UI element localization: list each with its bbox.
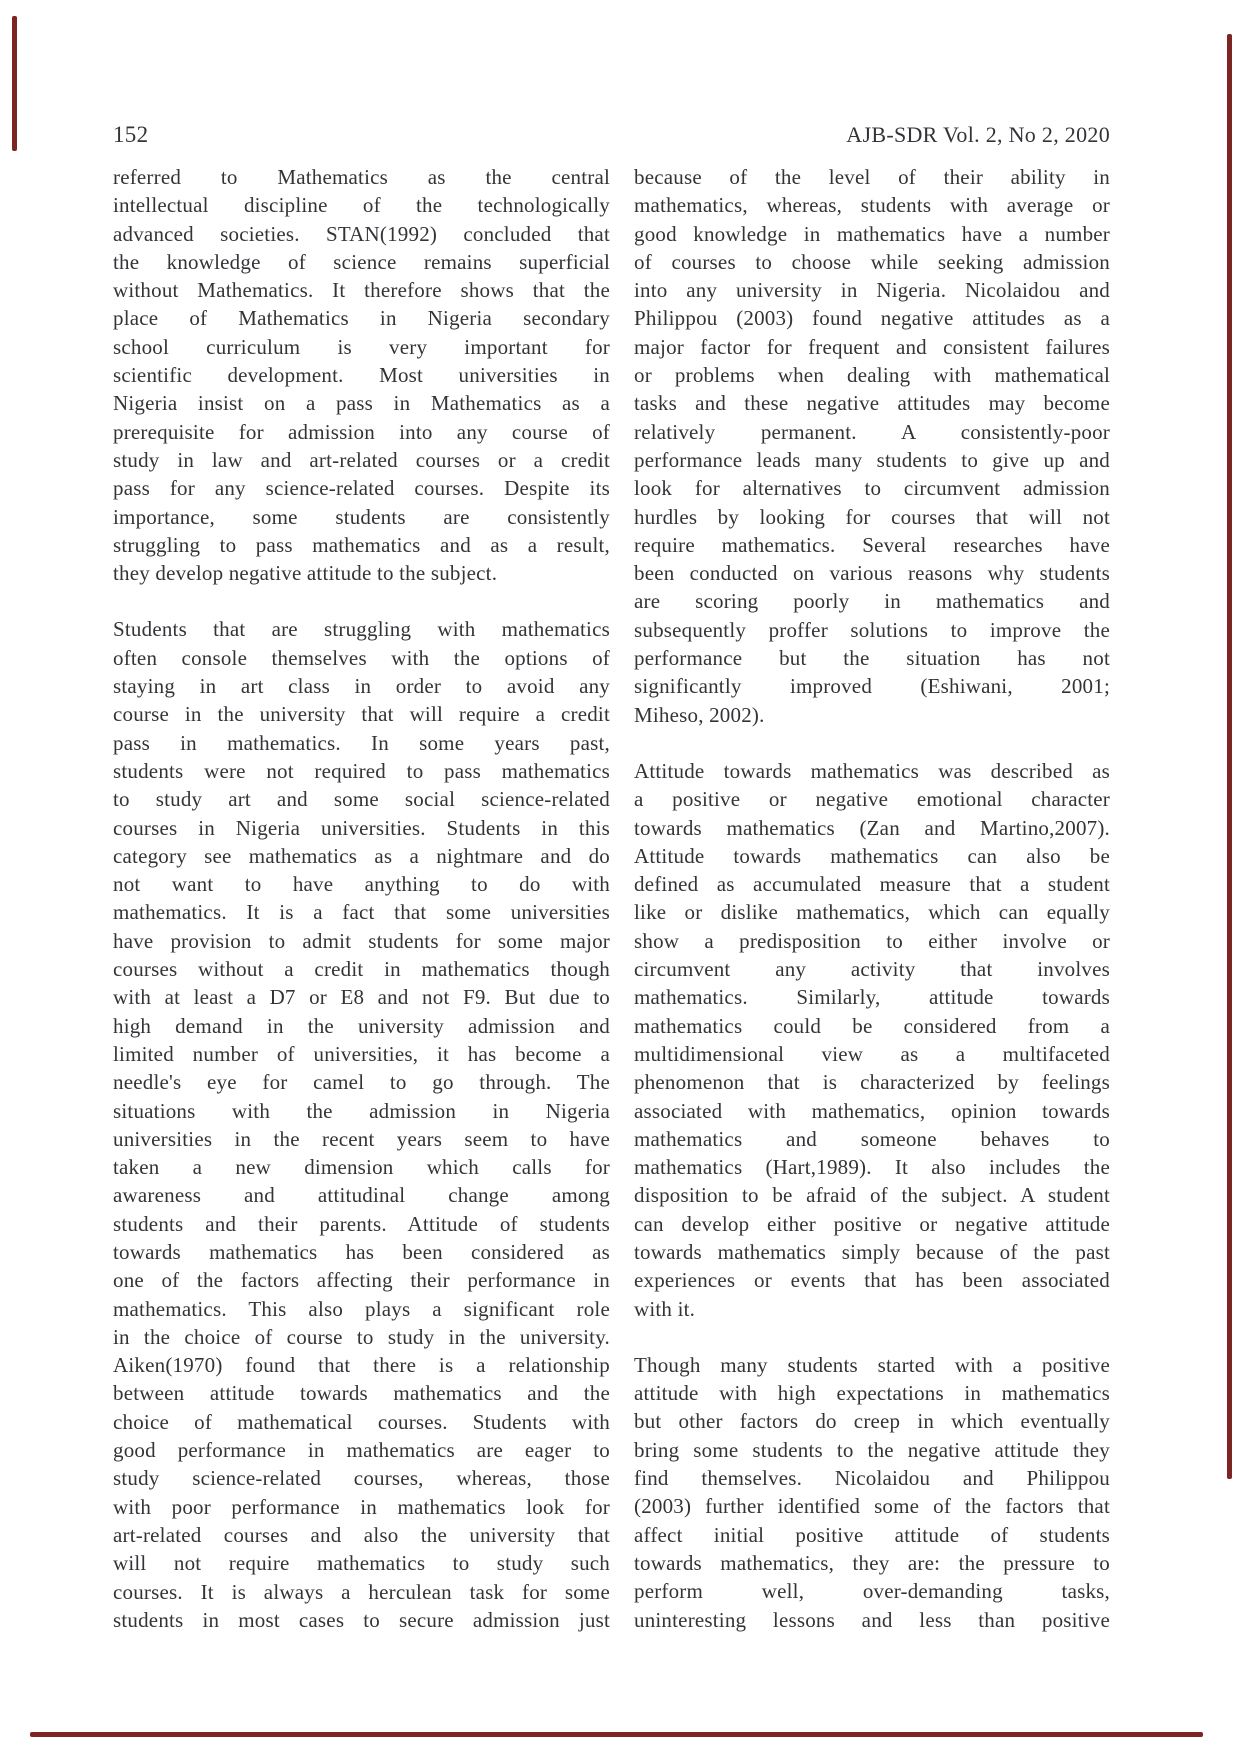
text-line: mathematics, whereas, students with average or	[634, 193, 1110, 218]
paragraph	[634, 757, 1110, 1323]
text-line: courses. It is always a herculean task for some	[113, 1579, 610, 1604]
scan-artifact-bottom-edge	[30, 1732, 1203, 1737]
text-line: pass for any science-related courses. Despite its	[113, 476, 610, 501]
text-line: mathematics could be considered from a	[634, 1013, 1110, 1038]
text-line: phenomenon that is characterized by feelings	[634, 1070, 1110, 1095]
text-line: uninteresting lessons and less than positive	[634, 1607, 1110, 1632]
text-line: mathematics. This also plays a significant role	[113, 1296, 610, 1321]
text-line: not want to have anything to do with	[113, 872, 610, 897]
text-line: into any university in Nigeria. Nicolaidou and	[634, 278, 1110, 303]
text-line: affect initial positive attitude of students	[634, 1522, 1110, 1547]
text-line: major factor for frequent and consistent failures	[634, 334, 1110, 359]
text-line: universities in the recent years seem to have	[113, 1126, 610, 1151]
paragraph	[113, 163, 610, 587]
text-line: defined as accumulated measure that a student	[634, 872, 1110, 897]
text-line: relatively permanent. A consistently-poor	[634, 419, 1110, 444]
text-line: category see mathematics as a nightmare and do	[113, 843, 610, 868]
text-line: Nigeria insist on a pass in Mathematics as a	[113, 391, 610, 416]
text-line: students were not required to pass mathematics	[113, 758, 610, 783]
text-line: study in law and art-related courses or a credit	[113, 447, 610, 472]
scan-artifact-left-edge	[12, 16, 17, 151]
text-line: school curriculum is very important for	[113, 334, 610, 359]
text-line: one of the factors affecting their performance in	[113, 1268, 610, 1293]
text-line: pass in mathematics. In some years past,	[113, 730, 610, 755]
text-line: or problems when dealing with mathematical	[634, 363, 1110, 388]
text-line: bring some students to the negative attitude they	[634, 1437, 1110, 1462]
scan-artifact-right-edge	[1227, 34, 1232, 1479]
text-line: staying in art class in order to avoid any	[113, 674, 610, 699]
text-line: with poor performance in mathematics look for	[113, 1494, 610, 1519]
text-line: referred to Mathematics as the central	[113, 165, 610, 189]
text-line: towards mathematics has been considered as	[113, 1239, 610, 1264]
text-line: show a predisposition to either involve or	[634, 928, 1110, 953]
text-line: to study art and some social science-related	[113, 787, 610, 812]
text-line: study science-related courses, whereas, those	[113, 1466, 610, 1491]
text-line: taken a new dimension which calls for	[113, 1155, 610, 1180]
text-line: Miheso, 2002).	[634, 702, 765, 727]
text-line: Aiken(1970) found that there is a relationship	[113, 1353, 610, 1378]
text-line: course in the university that will require a credit	[113, 702, 610, 727]
text-line: performance but the situation has not	[634, 646, 1110, 671]
text-line: experiences or events that has been associated	[634, 1268, 1110, 1293]
text-line: towards mathematics, they are: the pressure to	[634, 1550, 1110, 1575]
text-line: significantly improved (Eshiwani, 2001;	[634, 674, 1110, 699]
text-line: students and their parents. Attitude of students	[113, 1211, 610, 1236]
text-line: perform well, over-demanding tasks,	[634, 1579, 1110, 1604]
text-line: because of the level of their ability in	[634, 165, 1110, 189]
text-line: mathematics and someone behaves to	[634, 1126, 1110, 1151]
text-line: place of Mathematics in Nigeria secondary	[113, 306, 610, 331]
text-line: Attitude towards mathematics was described as	[634, 758, 1110, 783]
text-line: importance, some students are consistently	[113, 504, 610, 529]
page-number: 152	[113, 122, 149, 147]
text-line: in the choice of course to study in the university.	[113, 1324, 610, 1349]
text-line: look for alternatives to circumvent admission	[634, 476, 1110, 501]
right-text-column	[634, 163, 1110, 1634]
text-line: Attitude towards mathematics can also be	[634, 843, 1110, 868]
text-line: circumvent any activity that involves	[634, 957, 1110, 982]
text-line: intellectual discipline of the technologically	[113, 193, 610, 218]
text-line: a positive or negative emotional character	[634, 787, 1110, 812]
text-line: needle's eye for camel to go through. The	[113, 1070, 610, 1095]
text-line: the knowledge of science remains superficial	[113, 249, 610, 274]
text-line: between attitude towards mathematics and the	[113, 1381, 610, 1406]
text-line: mathematics. Similarly, attitude towards	[634, 985, 1110, 1010]
text-line: attitude with high expectations in mathematics	[634, 1381, 1110, 1406]
text-line: associated with mathematics, opinion towards	[634, 1098, 1110, 1123]
text-line: subsequently proffer solutions to improve the	[634, 617, 1110, 642]
text-line: are scoring poorly in mathematics and	[634, 589, 1110, 614]
paragraph	[634, 1351, 1110, 1634]
text-line: Though many students started with a positive	[634, 1352, 1110, 1377]
text-line: with at least a D7 or E8 and not F9. But due to	[113, 985, 610, 1010]
text-line: multidimensional view as a multifaceted	[634, 1041, 1110, 1066]
text-line: been conducted on various reasons why students	[634, 561, 1110, 586]
text-line: mathematics. It is a fact that some universities	[113, 900, 610, 925]
left-text-column	[113, 163, 610, 1634]
journal-volume-header: AJB-SDR Vol. 2, No 2, 2020	[846, 122, 1110, 147]
text-line: scientific development. Most universities in	[113, 363, 610, 388]
text-line: students in most cases to secure admission just	[113, 1607, 610, 1632]
text-line: awareness and attitudinal change among	[113, 1183, 610, 1208]
page-header	[113, 122, 1110, 148]
paragraph	[634, 163, 1110, 729]
text-line: can develop either positive or negative attitude	[634, 1211, 1110, 1236]
text-line: without Mathematics. It therefore shows that the	[113, 278, 610, 303]
text-line: choice of mathematical courses. Students with	[113, 1409, 610, 1434]
text-line: (2003) further identified some of the factors that	[634, 1494, 1110, 1519]
text-line: towards mathematics simply because of the past	[634, 1239, 1110, 1264]
text-line: hurdles by looking for courses that will not	[634, 504, 1110, 529]
text-line: struggling to pass mathematics and as a result,	[113, 532, 610, 557]
text-line: of courses to choose while seeking admission	[634, 249, 1110, 274]
text-line: have provision to admit students for some major	[113, 928, 610, 953]
text-line: find themselves. Nicolaidou and Philippou	[634, 1466, 1110, 1491]
text-line: performance leads many students to give up and	[634, 447, 1110, 472]
text-line: will not require mathematics to study such	[113, 1551, 610, 1576]
paragraph	[113, 615, 610, 1634]
text-line: art-related courses and also the university that	[113, 1522, 610, 1547]
text-line: situations with the admission in Nigeria	[113, 1098, 610, 1123]
text-line: courses without a credit in mathematics though	[113, 957, 610, 982]
text-line: good performance in mathematics are eager to	[113, 1438, 610, 1463]
text-line: limited number of universities, it has become a	[113, 1041, 610, 1066]
text-line: courses in Nigeria universities. Students in this	[113, 815, 610, 840]
text-line: prerequisite for admission into any course of	[113, 419, 610, 444]
text-line: like or dislike mathematics, which can equally	[634, 900, 1110, 925]
text-line: often console themselves with the options of	[113, 645, 610, 670]
text-line: they develop negative attitude to the subject.	[113, 561, 498, 586]
text-line: disposition to be afraid of the subject. A student	[634, 1183, 1110, 1208]
text-line: Philippou (2003) found negative attitudes as a	[634, 306, 1110, 331]
text-line: tasks and these negative attitudes may become	[634, 391, 1110, 416]
text-line: but other factors do creep in which eventually	[634, 1409, 1110, 1434]
text-line: mathematics (Hart,1989). It also includes the	[634, 1155, 1110, 1180]
text-line: good knowledge in mathematics have a number	[634, 221, 1110, 246]
text-line: advanced societies. STAN(1992) concluded that	[113, 221, 610, 246]
text-line: require mathematics. Several researches have	[634, 532, 1110, 557]
text-line: high demand in the university admission and	[113, 1013, 610, 1038]
text-line: with it.	[634, 1296, 696, 1321]
text-line: towards mathematics (Zan and Martino,2007).	[634, 815, 1110, 840]
text-line: Students that are struggling with mathematics	[113, 617, 610, 642]
